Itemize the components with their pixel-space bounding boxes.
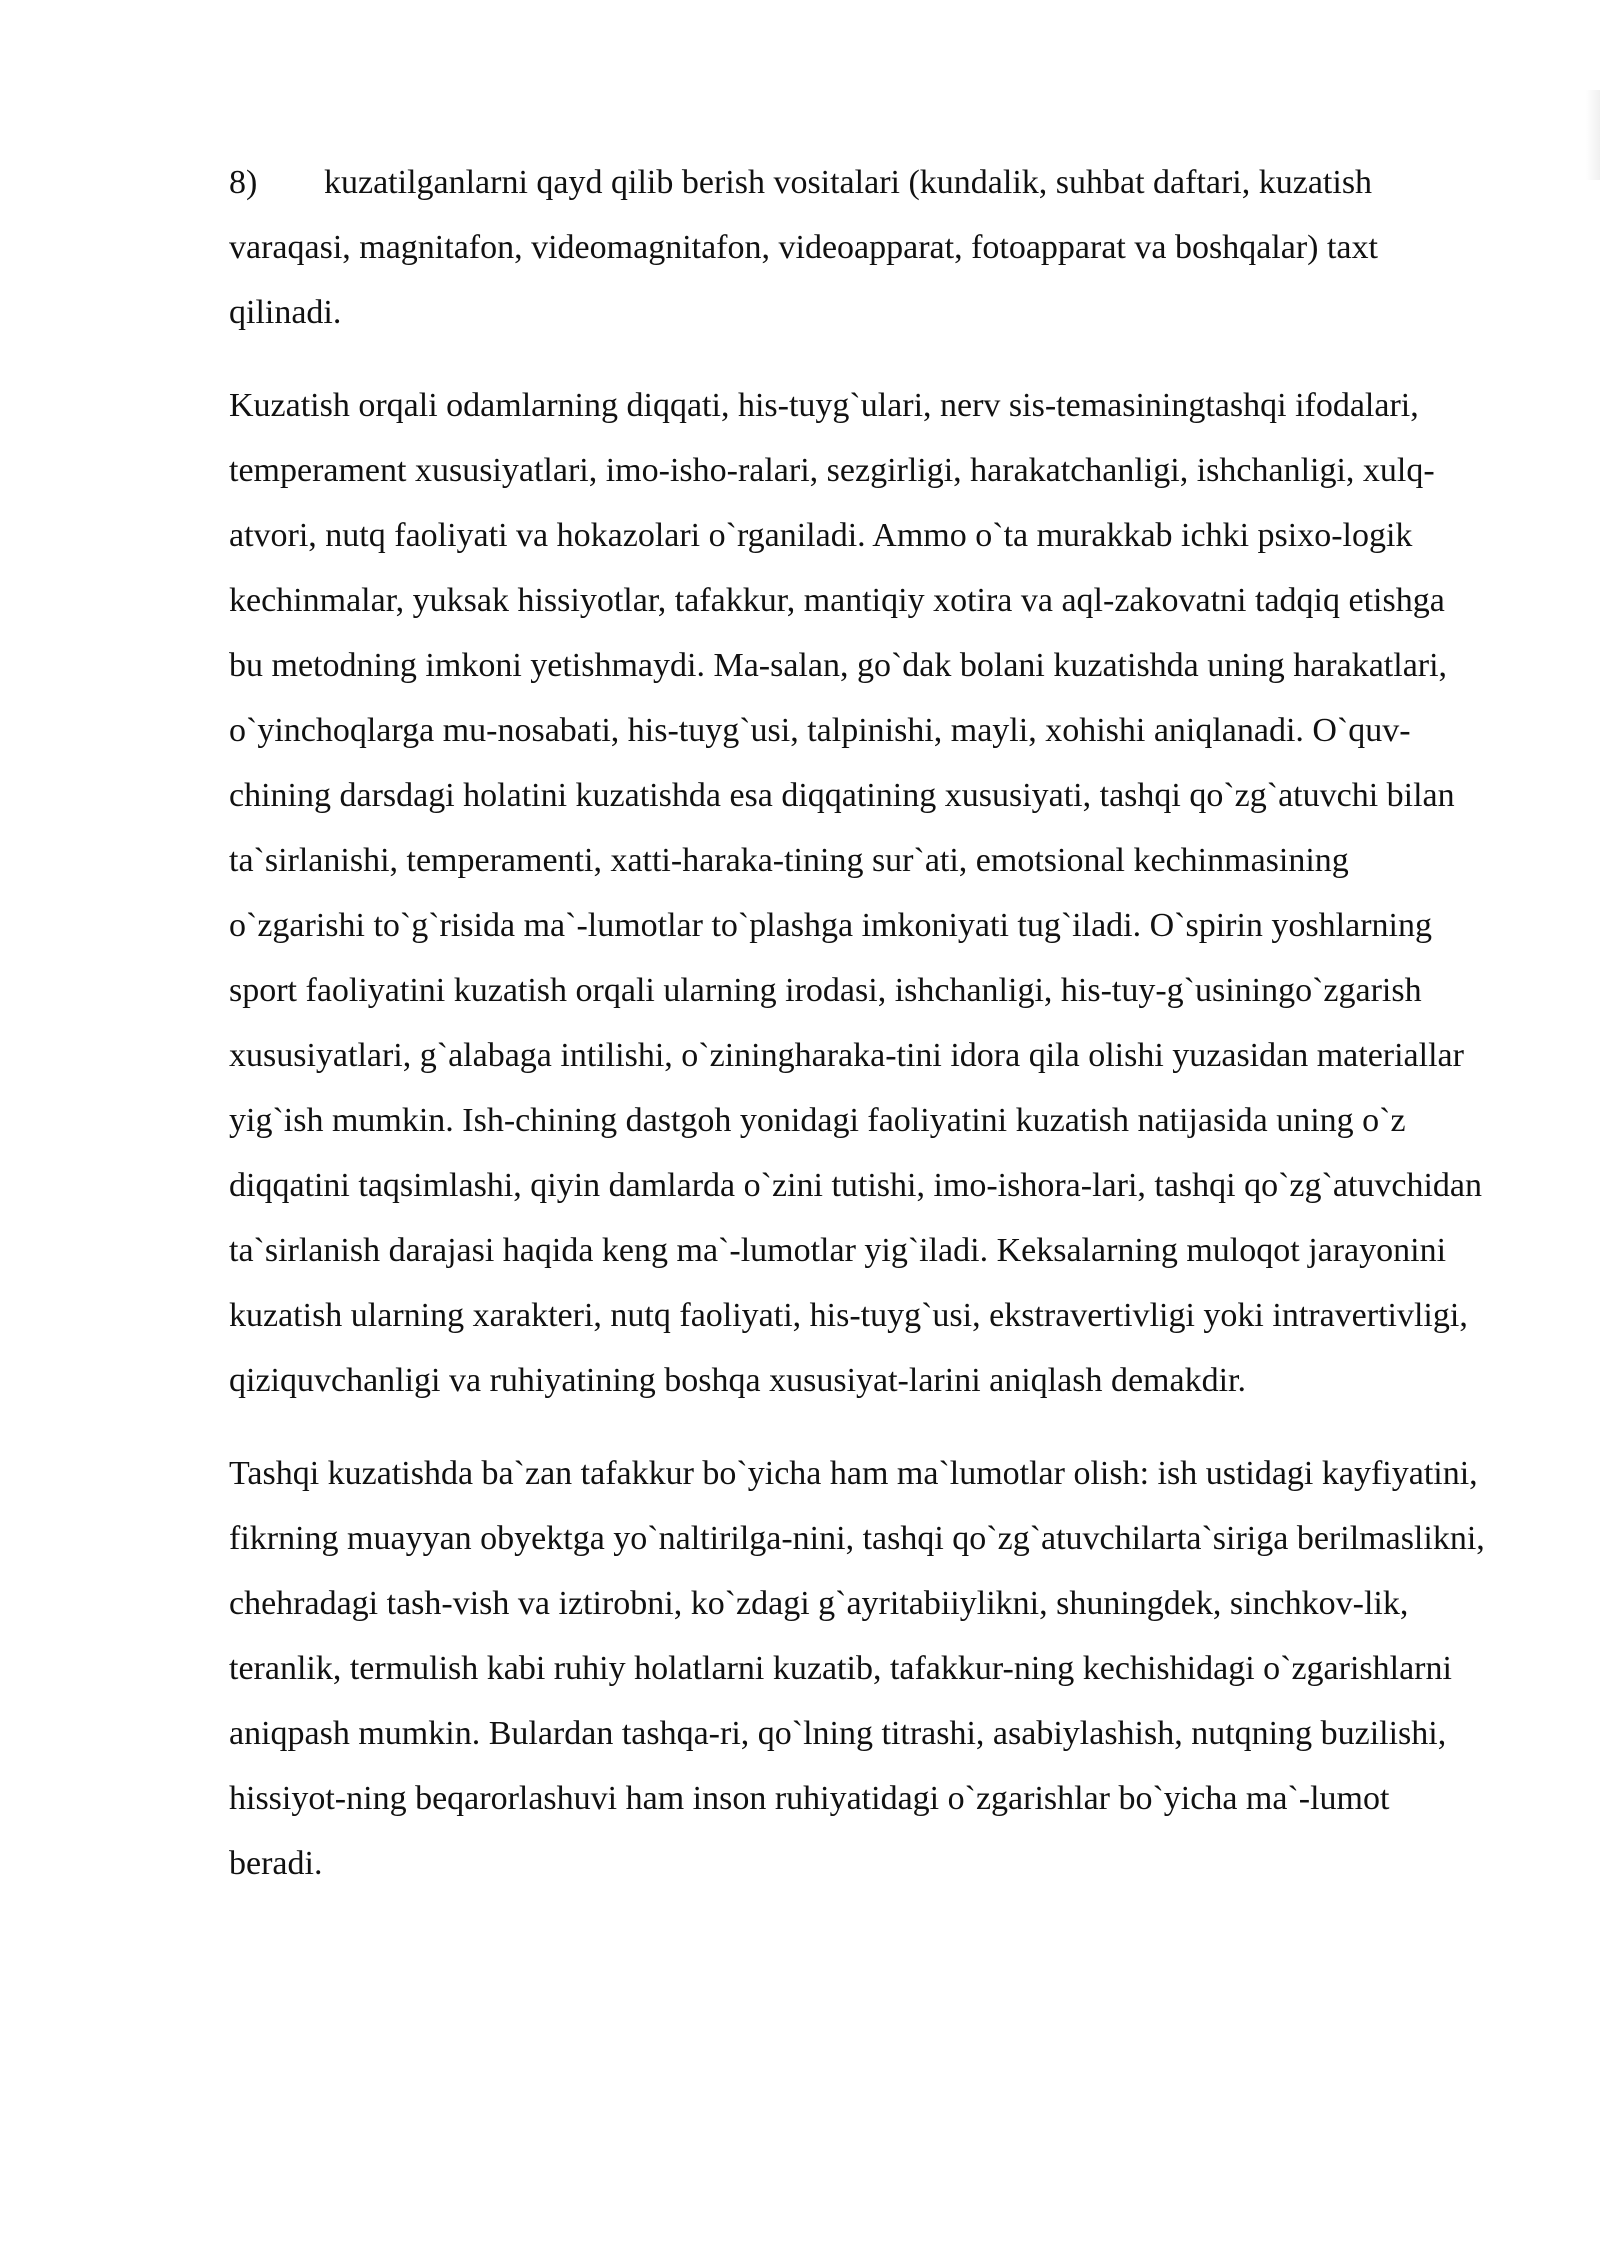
list-item-number: 8): [229, 164, 258, 201]
list-item-text: kuzatilganlarni qayd qilib berish vositalari (kundalik, suhbat daftari, kuzatish varaqasi, magnitafon, videomagnitafon, videoapparat, fotoapparat va boshqalar) taxt qilinadi.: [229, 164, 1378, 331]
document-body: [229, 150, 1487, 1924]
paragraph-observation-methods: Kuzatish orqali odamlarning diqqati, his-tuyg`ulari, nerv sis-temasiningtashqi ifodalari, temperament xususiyatlari, imo-isho-ralari, sezgirligi, harakatchanligi, ishchanligi, xulq-atvori, nutq faoliyati va hokazolari o`rganiladi. Ammo o`ta murakkab ichki psixo-logik kechinmalar, yuksak hissiyotlar, tafakkur, mantiqiy xotira va aql-zakovatni tadqiq etishga bu metodning imkoni yetishmaydi. Ma-salan, go`dak bolani kuzatishda uning harakatlari, o`yinchoqlarga mu-nosabati, his-tuyg`usi, talpinishi, mayli, xohishi aniqlanadi. O`quv-chining darsdagi holatini kuzatishda esa diqqatining xususiyati, tashqi qo`zg`atuvchi bilan ta`sirlanishi, temperamenti, xatti-haraka-tining sur`ati, emotsional kechinmasining o`zgarishi to`g`risida ma`-lumotlar to`plashga imkoniyati tug`iladi. O`spirin yoshlarning sport faoliyatini kuzatish orqali ularning irodasi, ishchanligi, his-tuy-g`usiningo`zgarish xususiyatlari, g`alabaga intilishi, o`ziningharaka-tini idora qila olishi yuzasidan materiallar yig`ish mumkin. Ish-chining dastgoh yonidagi faoliyatini kuzatish natijasida uning o`z diqqatini taqsimlashi, qiyin damlarda o`zini tutishi, imo-ishora-lari, tashqi qo`zg`atuvchidan ta`sirlanish darajasi haqida keng ma`-lumotlar yig`iladi. Keksalarning muloqot jarayonini kuzatish ularning xarakteri, nutq faoliyati, his-tuyg`usi, ekstravertivligi yoki intravertivligi, qiziquvchanligi va ruhiyatining boshqa xususiyat-larini aniqlash demakdir.: [229, 387, 1483, 1399]
page-edge-shadow: [1586, 90, 1600, 180]
numbered-list-item: [229, 150, 1487, 345]
paragraph-external-observation: Tashqi kuzatishda ba`zan tafakkur bo`yicha ham ma`lumotlar olish: ish ustidagi kayfiyatini, fikrning muayyan obyektga yo`naltirilga-nini, tashqi qo`zg`atuvchilarta`siriga berilmaslikni, chehradagi tash-vish va iztirobni, ko`zdagi g`ayritabiiylikni, shuningdek, sinchkov-lik, teranlik, termulish kabi ruhiy holatlarni kuzatib, tafakkur-ning kechishidagi o`zgarishlarni aniqpash mumkin. Bulardan tashqa-ri, qo`lning titrashi, asabiylashish, nutqning buzilishi, hissiyot-ning beqarorlashuvi ham inson ruhiyatidagi o`zgarishlar bo`yicha ma`-lumot beradi.: [229, 1455, 1485, 1882]
